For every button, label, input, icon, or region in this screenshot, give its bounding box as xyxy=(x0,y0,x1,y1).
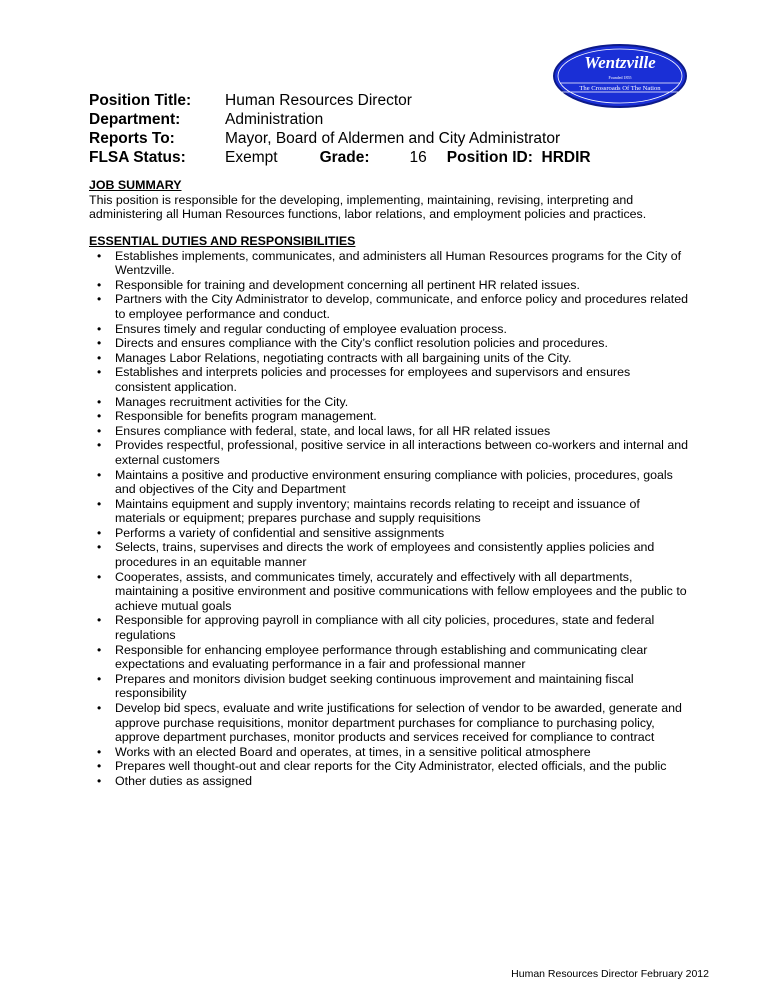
page-footer: Human Resources Director February 2012 xyxy=(511,968,709,980)
logo-founded: Founded 1855 xyxy=(608,75,632,80)
flsa-row xyxy=(89,148,591,167)
position-title-label: Position Title: xyxy=(89,92,192,109)
duties-list xyxy=(89,249,689,789)
grade-label: Grade: xyxy=(319,149,370,166)
grade-value: 16 xyxy=(409,149,427,166)
list-item: • Works with an elected Board and operates, at times, in a sensitive political atmosphere xyxy=(89,745,689,760)
list-item: • Manages Labor Relations, negotiating contracts with all bargaining units of the City. xyxy=(89,351,689,366)
reports-to-row xyxy=(89,129,591,148)
list-item: • Directs and ensures compliance with the City’s conflict resolution policies and procedures. xyxy=(89,336,689,351)
position-id-label: Position ID: xyxy=(446,149,533,166)
job-summary-text: This position is responsible for the developing, implementing, maintaining, revising, interpreting and administering all Human Resources functions, labor relations, and employment policies and practices. xyxy=(89,192,647,222)
list-item: • Prepares well thought-out and clear reports for the City Administrator, elected officials, and the public xyxy=(89,759,689,774)
duties-heading: ESSENTIAL DUTIES AND RESPONSIBILITIES xyxy=(89,234,356,248)
list-item: • Ensures timely and regular conducting of employee evaluation process. xyxy=(89,322,689,337)
list-item: • Establishes implements, communicates, and administers all Human Resources programs for the City of Wentzville. xyxy=(89,249,689,278)
department-row xyxy=(89,110,591,129)
reports-to-value: Mayor, Board of Aldermen and City Administrator xyxy=(225,130,561,147)
list-item: • Prepares and monitors division budget seeking continuous improvement and maintaining fiscal responsibility xyxy=(89,672,689,701)
flsa-label: FLSA Status: xyxy=(89,149,186,166)
reports-to-label: Reports To: xyxy=(89,130,175,147)
position-title-value: Human Resources Director xyxy=(225,92,412,109)
position-title-row xyxy=(89,91,591,110)
list-item: • Develop bid specs, evaluate and write justifications for selection of vendor to be awarded, generate and approve purchase requisitions, monitor department purchases for compliance to purchasing policy, approve department purchases, monitor products and services received for compliance to contract xyxy=(89,701,689,745)
list-item: • Provides respectful, professional, positive service in all interactions between co-workers and internal and external customers xyxy=(89,438,689,467)
list-item: • Other duties as assigned xyxy=(89,774,689,789)
position-header xyxy=(89,91,591,167)
position-id-value: HRDIR xyxy=(541,149,591,166)
list-item: • Responsible for training and development concerning all pertinent HR related issues. xyxy=(89,278,689,293)
list-item: • Selects, trains, supervises and directs the work of employees and consistently applies policies and procedures in an equitable manner xyxy=(89,540,689,569)
list-item: • Partners with the City Administrator to develop, communicate, and enforce policy and procedures related to employee performance and conduct. xyxy=(89,292,689,321)
list-item: • Establishes and interprets policies and processes for employees and supervisors and ensures consistent application. xyxy=(89,365,689,394)
job-summary-heading: JOB SUMMARY xyxy=(89,178,182,192)
list-item: • Cooperates, assists, and communicates timely, accurately and effectively with all departments, maintaining a positive environment and positive communications with fellow employees and the public to achieve mutual goals xyxy=(89,570,689,614)
list-item: • Maintains a positive and productive environment ensuring compliance with policies, procedures, goals and objectives of the City and Department xyxy=(89,468,689,497)
list-item: • Maintains equipment and supply inventory; maintains records relating to receipt and issuance of materials or equipment; prepares purchase and supply requisitions xyxy=(89,497,689,526)
job-summary-section xyxy=(89,178,689,222)
department-label: Department: xyxy=(89,111,181,128)
list-item: • Responsible for enhancing employee performance through establishing and communicating clear expectations and evaluating performance in a fair and professional manner xyxy=(89,643,689,672)
list-item: • Ensures compliance with federal, state, and local laws, for all HR related issues xyxy=(89,424,689,439)
list-item: • Responsible for benefits program management. xyxy=(89,409,689,424)
list-item: • Manages recruitment activities for the City. xyxy=(89,395,689,410)
department-value: Administration xyxy=(225,111,324,128)
flsa-value: Exempt xyxy=(225,149,278,166)
duties-section xyxy=(89,234,689,789)
logo-name: Wentzville xyxy=(584,53,656,72)
list-item: • Performs a variety of confidential and sensitive assignments xyxy=(89,526,689,541)
list-item: • Responsible for approving payroll in compliance with all city policies, procedures, state and federal regulations xyxy=(89,613,689,642)
logo-tagline: The Crossroads Of The Nation xyxy=(579,85,661,92)
